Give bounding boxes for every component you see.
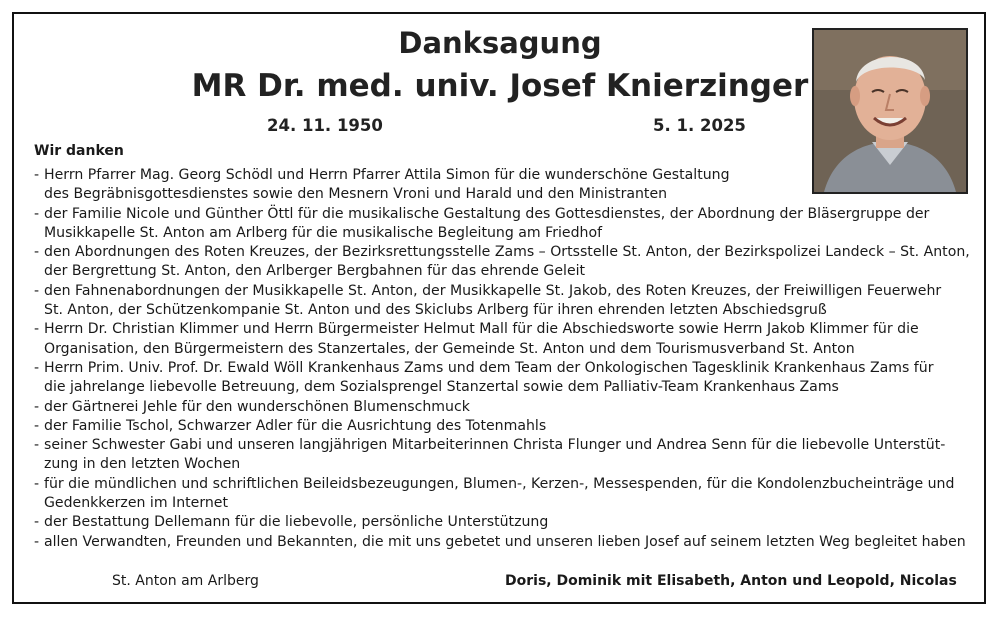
list-item-line: der Familie Tschol, Schwarzer Adler für die Ausrichtung des Totenmahls xyxy=(44,417,547,434)
list-dash: - xyxy=(34,514,40,531)
list-item-line: Herrn Dr. Christian Klimmer und Herrn Bürgermeister Helmut Mall für die Abschiedsworte sowie Herrn Jakob Klimmer für die xyxy=(44,321,919,338)
intro-heading: Wir danken xyxy=(34,143,124,159)
list-item xyxy=(34,398,974,417)
list-item-line: Organisation, den Bürgermeistern des Stanzertales, der Gemeinde St. Anton und dem Tourismusverband St. Anton xyxy=(44,340,855,357)
list-item xyxy=(34,417,974,436)
birth-date: 24. 11. 1950 xyxy=(267,116,383,135)
list-dash: - xyxy=(34,244,40,261)
list-item-line: allen Verwandten, Freunden und Bekannten, die mit uns gebetet und unseren lieben Josef auf seinem letzten Weg begleitet haben xyxy=(44,533,966,550)
list-dash: - xyxy=(34,417,40,434)
list-item xyxy=(34,282,974,321)
list-item-line: die jahrelange liebevolle Betreuung, dem Sozialsprengel Stanzertal sowie dem Palliativ-Team Krankenhaus Zams xyxy=(44,379,839,396)
list-dash: - xyxy=(34,437,40,454)
list-dash: - xyxy=(34,167,40,183)
list-item-line: den Abordnungen des Roten Kreuzes, der Bezirksrettungsstelle Zams – Ortsstelle St. Anton, der Bezirkspolizei Landeck – St. Anton, xyxy=(44,244,970,261)
death-date: 5. 1. 2025 xyxy=(653,116,746,135)
list-dash: - xyxy=(34,398,40,415)
list-item-line: Musikkapelle St. Anton am Arlberg für die musikalische Begleitung am Friedhof xyxy=(44,224,603,241)
list-item-line: Herrn Pfarrer Mag. Georg Schödl und Herrn Pfarrer Attila Simon für die wunderschöne Gestaltung xyxy=(44,167,730,183)
list-item-line: Herrn Prim. Univ. Prof. Dr. Ewald Wöll Krankenhaus Zams und dem Team der Onkologischen Tagesklinik Krankenhaus Zams für xyxy=(44,359,934,376)
thanks-list xyxy=(34,166,974,552)
list-item-line: des Begräbnisgottesdienstes sowie den Mesnern Vroni und Harald und den Ministranten xyxy=(44,186,668,203)
list-dash: - xyxy=(34,205,40,222)
list-dash: - xyxy=(34,475,40,492)
list-dash: - xyxy=(34,321,40,338)
list-item-line: der Bergrettung St. Anton, den Arlberger Bergbahnen für das ehrende Geleit xyxy=(44,263,586,280)
list-dash: - xyxy=(34,359,40,376)
list-item-line: der Familie Nicole und Günther Öttl für die musikalische Gestaltung des Gottesdienstes, der Abordnung der Bläsergruppe der xyxy=(44,205,930,222)
signature-names: Doris, Dominik mit Elisabeth, Anton und Leopold, Nicolas xyxy=(505,573,957,589)
list-item-line: der Bestattung Dellemann für die liebevolle, persönliche Unterstützung xyxy=(44,514,549,531)
list-item xyxy=(34,436,974,475)
list-item xyxy=(34,359,974,398)
deceased-name: MR Dr. med. univ. Josef Knierzinger xyxy=(191,68,809,104)
list-item-line: der Gärtnerei Jehle für den wunderschönen Blumenschmuck xyxy=(44,398,470,415)
list-item xyxy=(34,320,974,359)
list-item-line: den Fahnenabordnungen der Musikkapelle St. Anton, der Musikkapelle St. Jakob, des Roten Kreuzes, der Freiwilligen Feuerwehr xyxy=(44,282,942,299)
list-item xyxy=(34,166,974,205)
list-item xyxy=(34,533,974,552)
list-item-line: für die mündlichen und schriftlichen Beileidsbezeugungen, Blumen-, Kerzen-, Messespenden, für die Kondolenzbucheinträge und xyxy=(44,475,955,492)
list-item-line: Gedenkkerzen im Internet xyxy=(44,495,228,512)
page-title: Danksagung xyxy=(398,26,602,60)
list-item xyxy=(34,475,974,514)
list-item xyxy=(34,243,974,282)
list-item xyxy=(34,205,974,244)
list-dash: - xyxy=(34,282,40,299)
list-dash: - xyxy=(34,533,40,550)
list-item-line: seiner Schwester Gabi und unseren langjährigen Mitarbeiterinnen Christa Flunger und Andrea Senn für die liebevolle Unterstüt- xyxy=(44,437,946,454)
list-item xyxy=(34,513,974,532)
signature-place: St. Anton am Arlberg xyxy=(112,573,259,589)
list-item-line: zung in den letzten Wochen xyxy=(44,456,241,473)
list-item-line: St. Anton, der Schützenkompanie St. Anton und des Skiclubs Arlberg für ihren ehrenden letzten Abschiedsgruß xyxy=(44,302,827,319)
